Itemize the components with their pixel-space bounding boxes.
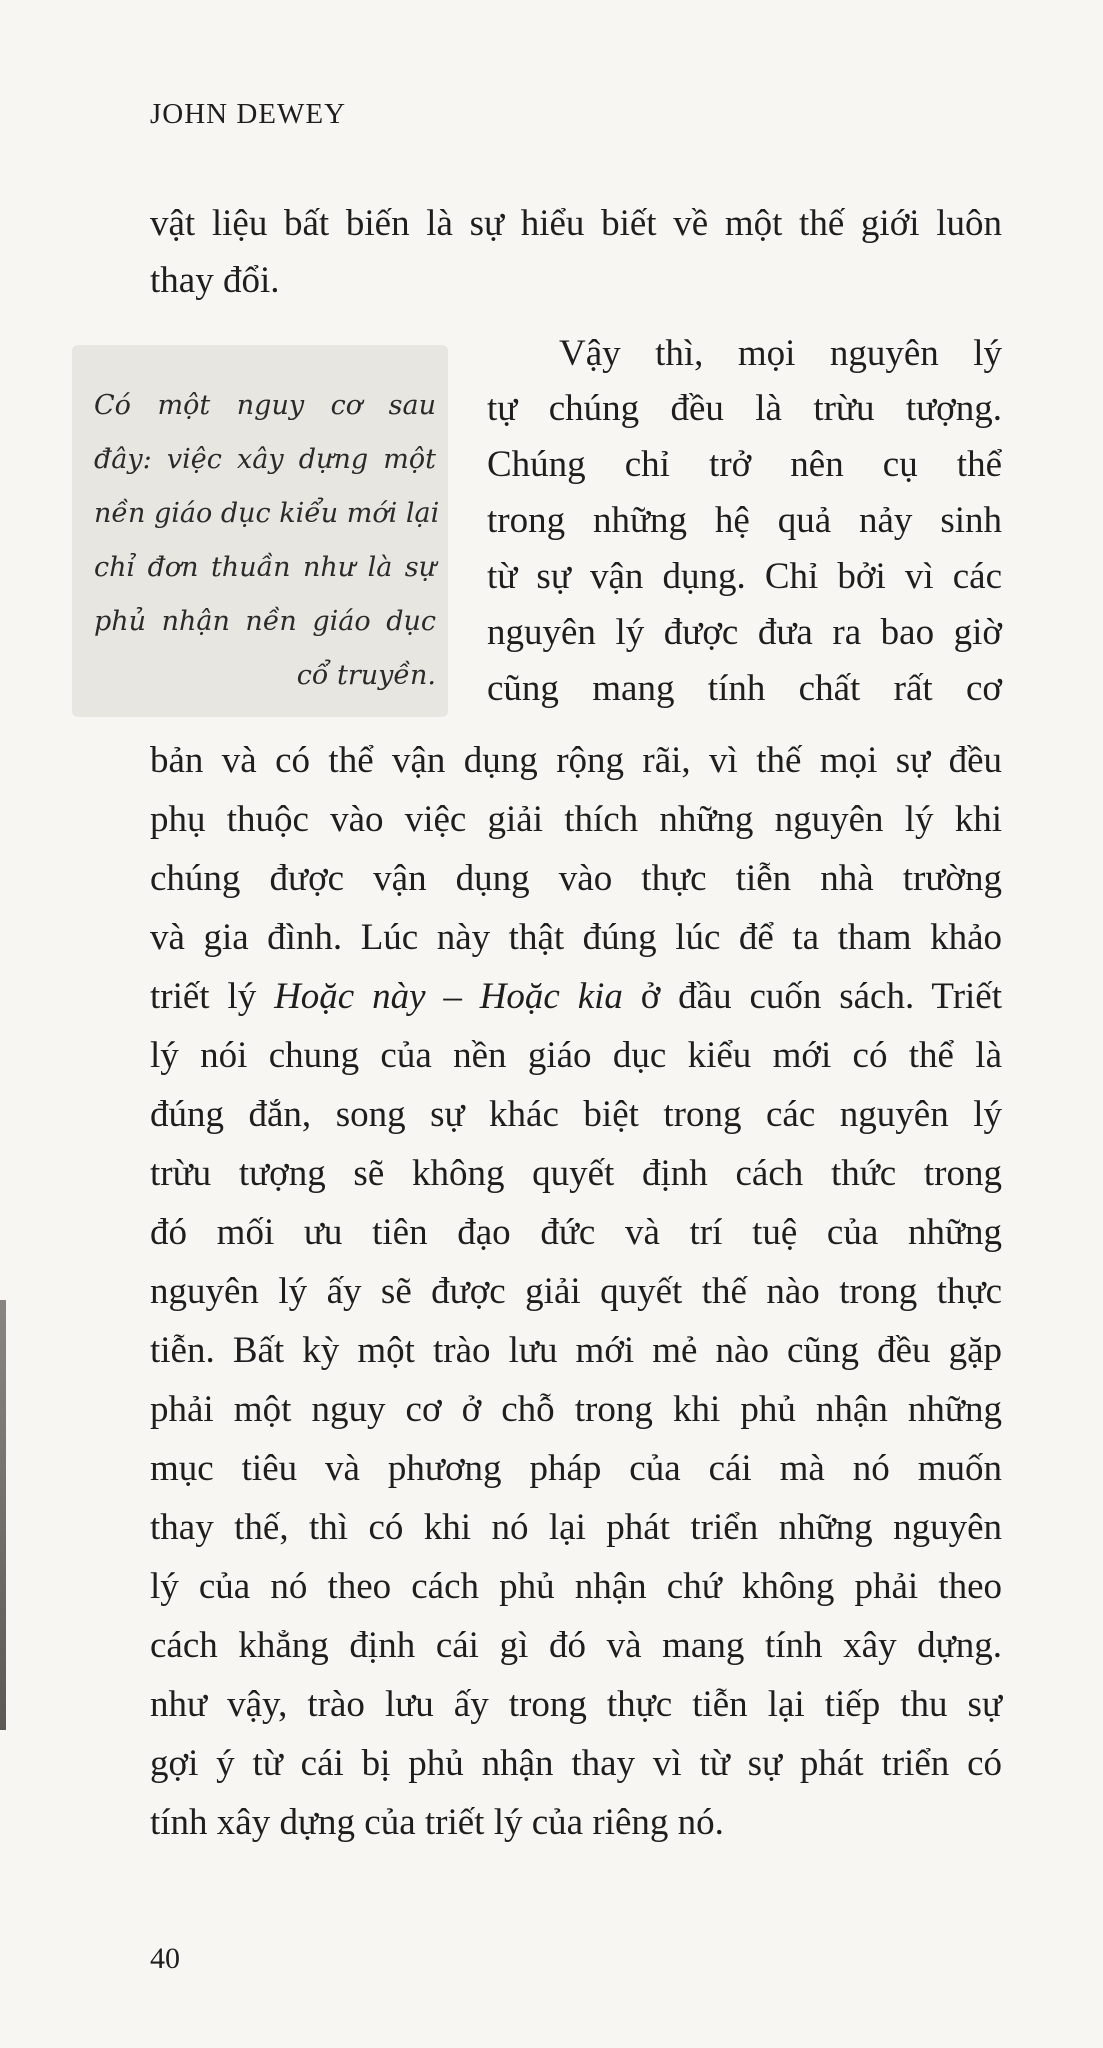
body-line: bản và có thể vận dụng rộng rãi, vì thế mọi sự đều	[150, 740, 1002, 781]
body-line: phải một nguy cơ ở chỗ trong khi phủ nhận những	[150, 1389, 1002, 1430]
body-line: mục tiêu và phương pháp của cái mà nó muốn	[150, 1448, 1002, 1489]
pullquote-line: đây: việc xây dựng một	[94, 444, 436, 475]
pullquote-line: nền giáo dục kiểu mới lại	[94, 498, 440, 529]
page-edge-shadow	[0, 1300, 6, 1730]
body-line: cách khẳng định cái gì đó và mang tính xây dựng.	[150, 1625, 1002, 1666]
body-line: cũng mang tính chất rất cơ	[487, 668, 1002, 709]
body-line: tự chúng đều là trừu tượng.	[487, 388, 1002, 429]
body-line: Chúng chỉ trở nên cụ thể	[487, 444, 1002, 485]
running-header: JOHN DEWEY	[150, 98, 347, 130]
body-line: nguyên lý ấy sẽ được giải quyết thế nào trong thực	[150, 1271, 1002, 1312]
body-line: nguyên lý được đưa ra bao giờ	[487, 612, 1002, 653]
body-line: đúng đắn, song sự khác biệt trong các nguyên lý	[150, 1094, 1002, 1135]
body-line: thay đổi.	[150, 260, 280, 301]
book-title-italic: Hoặc này – Hoặc kia	[274, 976, 623, 1017]
body-line: tính xây dựng của triết lý của riêng nó.	[150, 1802, 724, 1843]
text-run: triết lý	[150, 976, 275, 1017]
body-line: tiễn. Bất kỳ một trào lưu mới mẻ nào cũng đều gặp	[150, 1330, 1002, 1371]
body-line: trong những hệ quả nảy sinh	[487, 500, 1002, 541]
body-line: đó mối ưu tiên đạo đức và trí tuệ của những	[150, 1212, 1002, 1253]
body-line	[150, 978, 1002, 1015]
body-line: như vậy, trào lưu ấy trong thực tiễn lại tiếp thu sự	[150, 1684, 1002, 1725]
body-line: Vậy thì, mọi nguyên lý	[559, 333, 1002, 374]
pullquote-line: cổ truyền.	[296, 660, 436, 691]
body-line: gợi ý từ cái bị phủ nhận thay vì từ sự phát triển có	[150, 1743, 1002, 1784]
pullquote-line: chỉ đơn thuần như là sự	[94, 552, 436, 583]
body-line: vật liệu bất biến là sự hiểu biết về một thế giới luôn	[150, 203, 1002, 244]
body-line: chúng được vận dụng vào thực tiễn nhà trường	[150, 858, 1002, 899]
pullquote-line: Có một nguy cơ sau	[94, 390, 436, 421]
body-line: lý của nó theo cách phủ nhận chứ không phải theo	[150, 1566, 1002, 1607]
body-line: và gia đình. Lúc này thật đúng lúc để ta tham khảo	[150, 917, 1002, 958]
body-line: lý nói chung của nền giáo dục kiểu mới có thể là	[150, 1035, 1002, 1076]
body-line: phụ thuộc vào việc giải thích những nguyên lý khi	[150, 799, 1002, 840]
text-run: ở đầu cuốn sách. Triết	[622, 976, 1002, 1017]
page-number: 40	[150, 1942, 180, 1975]
body-line: thay thế, thì có khi nó lại phát triển những nguyên	[150, 1507, 1002, 1548]
pullquote-line: phủ nhận nền giáo dục	[94, 606, 436, 637]
body-line: từ sự vận dụng. Chỉ bởi vì các	[487, 556, 1002, 597]
body-line: trừu tượng sẽ không quyết định cách thức trong	[150, 1153, 1002, 1194]
